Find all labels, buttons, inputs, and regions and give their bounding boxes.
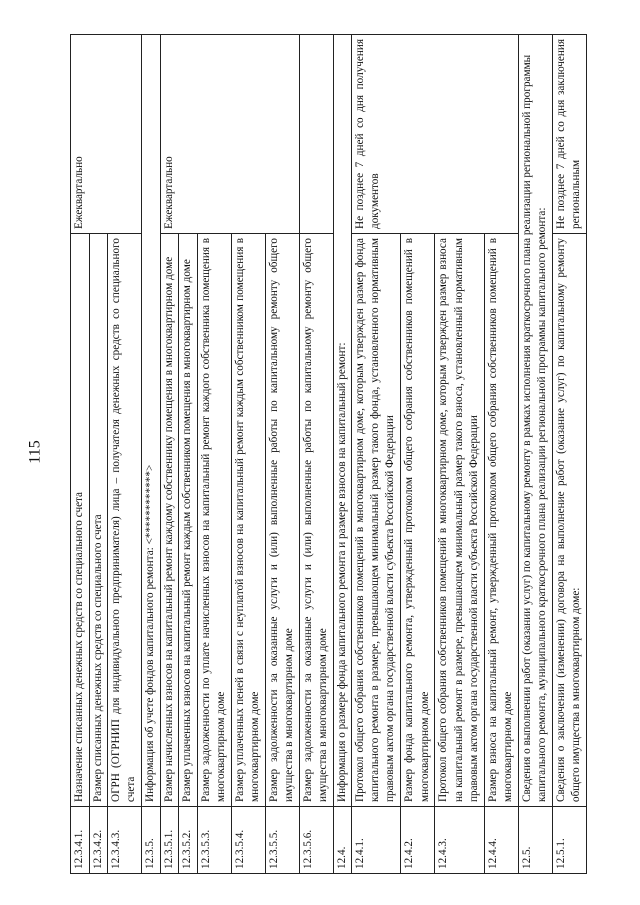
row-description: Размер списанных денежных средств со специального счета [89,234,108,807]
row-number: 12.5. [518,807,552,874]
row-description: Назначение списанных денежных средств со специального счета [71,234,90,807]
row-number: 12.3.4.1. [71,807,90,874]
row-description: Информация об учете фондов капитального ремонта: <************> [142,35,161,807]
row-number: 12.3.5.3. [197,807,231,874]
row-description: Размер взноса на капитальный ремонт, утвержденный протоколом общего собрания собственников помещений в многоквартирном доме [484,234,518,807]
row-disclosure-term: Ежеквартально [160,35,299,234]
table-section-header-row [518,35,552,874]
row-description: Размер задолженности за оказанные услуги и (или) выполненные работы по капитальному ремонту общего имущества в многоквартирном доме [265,234,299,807]
row-disclosure-term: Не позднее 7 дней со дня заключения региональным [552,35,586,234]
row-description: Размер уплаченных пеней в связи с неуплатой взносов на капитальный ремонт каждым собственником помещения в многоквартирном доме [231,234,265,807]
row-description: Размер фонда капитального ремонта, утвержденный протоколом общего собрания собственников помещений в многоквартирном доме [401,234,435,807]
table-row [71,35,90,874]
row-disclosure-term: Не позднее 7 дней со дня получения документов [352,35,519,234]
row-number: 12.4. [333,807,352,874]
row-disclosure-term [299,35,333,234]
row-number: 12.3.4.3. [108,807,142,874]
row-description: Размер начисленных взносов на капитальный ремонт каждому собственнику помещения в многоквартирном доме [160,234,179,807]
requirements-table [70,34,587,874]
row-description: Сведения о заключении (изменении) договора на выполнение работ (оказание услуг) по капитальному ремонту общего имущества в многоквартирном доме: [552,234,586,807]
table-body [71,35,587,874]
page-number-text: 115 [27,440,44,464]
table-row [299,35,333,874]
row-number: 12.4.4. [484,807,518,874]
row-description: Сведения о выполнении работ (оказании услуг) по капитальному ремонту в рамках исполнения краткосрочного плана реализации региональной программы капитального ремонта, муниципального краткосрочного плана реализации региональной программы капитального ремонта: [518,35,552,807]
row-description: ОГРН (ОГРНИП для индивидуального предпринимателя) лица – получателя денежных средств со специального счета [108,234,142,807]
rotated-page-content [70,34,587,874]
row-description: Протокол общего собрания собственников помещений в многоквартирном доме, которым утвержден размер взноса на капитальный ремонт в размере, превышающем минимальный размер такого взноса, установленный нормативным правовым актом органа государственной власти субъекта Российской Федерации [435,234,484,807]
row-description: Размер задолженности по уплате начисленных взносов на капитальный ремонт каждого собственника помещения в многоквартирном доме [197,234,231,807]
table-row [160,35,179,874]
row-number: 12.3.5.4. [231,807,265,874]
row-description: Информация о размере фонда капитального ремонта и размере взносов на капитальный ремонт: [333,35,352,807]
table-row [552,35,586,874]
table-section-header-row [142,35,161,874]
row-number: 12.3.5.2. [179,807,198,874]
row-disclosure-term: Ежеквартально [71,35,142,234]
row-number: 12.3.4.2. [89,807,108,874]
row-number: 12.3.5.1. [160,807,179,874]
row-number: 12.3.5. [142,807,161,874]
row-number: 12.4.2. [401,807,435,874]
page-number [20,436,52,468]
row-number: 12.5.1. [552,807,586,874]
row-number: 12.3.5.6. [299,807,333,874]
row-number: 12.4.3. [435,807,484,874]
table-row [352,35,401,874]
row-description: Протокол общего собрания собственников помещений в многоквартирном доме, которым утвержден размер фонда капитального ремонта в размере, превышающем минимальный размер такого фонда, установленного нормативным правовым актом органа государственной власти субъекта Российской Федерации [352,234,401,807]
row-number: 12.4.1. [352,807,401,874]
table-section-header-row [333,35,352,874]
row-description: Размер уплаченных взносов на капитальный ремонт каждым собственником помещения в многоквартирном доме [179,234,198,807]
row-description: Размер задолженности за оказанные услуги и (или) выполненные работы по капитальному ремонту общего имущества в многоквартирном доме [299,234,333,807]
row-number: 12.3.5.5. [265,807,299,874]
